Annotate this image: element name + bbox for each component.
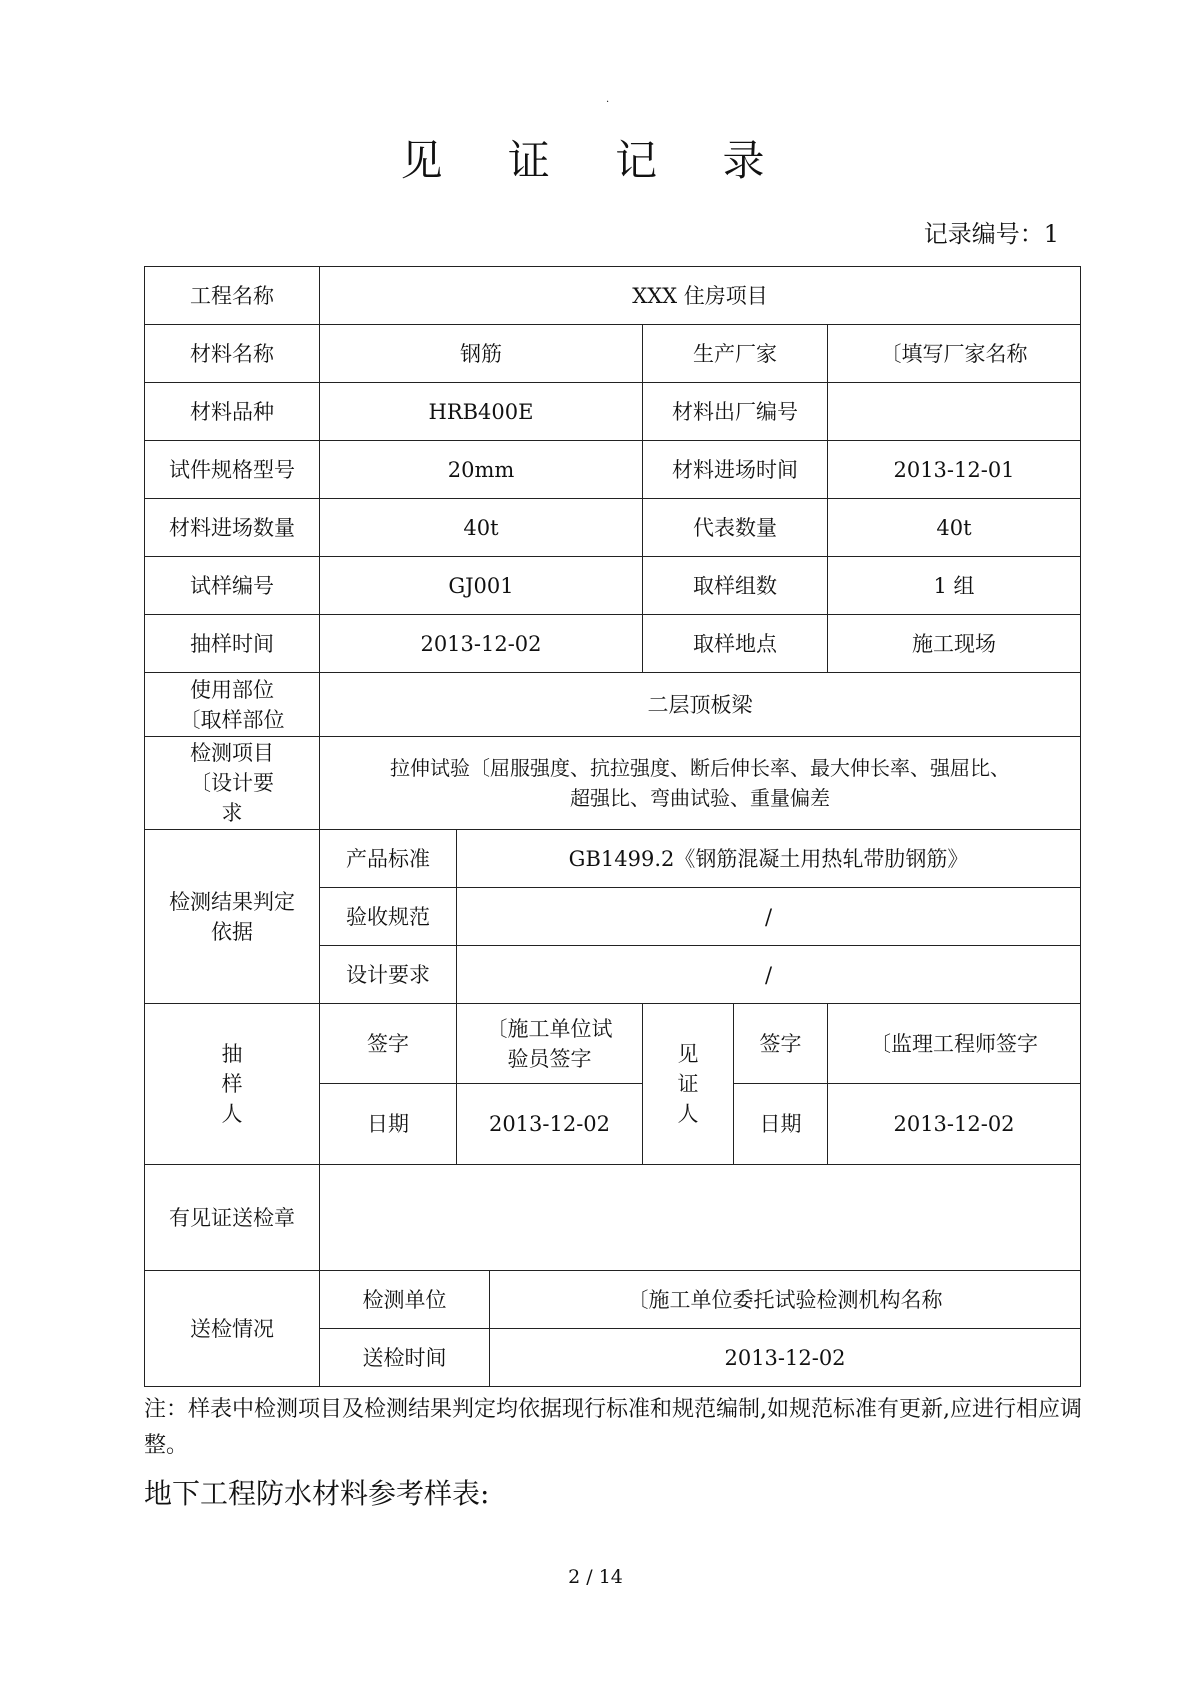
test-items-label-line: 求 [221, 801, 243, 825]
sampling-place-value: 施工现场 [828, 615, 1081, 673]
entry-time-value: 2013-12-01 [828, 441, 1081, 499]
row-usage-part [145, 673, 1081, 737]
sampling-time-value: 2013-12-02 [320, 615, 643, 673]
witness-sign-value: 〔监理工程师签字 [828, 1004, 1081, 1084]
design-requirement-label: 设计要求 [320, 946, 457, 1004]
judgment-basis-label-line: 检测结果判定 [169, 889, 295, 914]
sampler-sign-value-line: 〔施工单位试 [486, 1016, 613, 1041]
seal-value [320, 1165, 1081, 1271]
judgment-basis-label [145, 830, 320, 1004]
project-name-label: 工程名称 [145, 267, 320, 325]
sample-groups-label: 取样组数 [643, 557, 828, 615]
row-sampling-time [145, 615, 1081, 673]
material-name-label: 材料名称 [145, 325, 320, 383]
row-test-unit [145, 1271, 1081, 1329]
sampler-label [145, 1004, 320, 1165]
row-signatures [145, 1004, 1081, 1084]
section-subheading: 地下工程防水材料参考样表: [144, 1477, 490, 1510]
test-items-value [320, 737, 1081, 830]
material-variety-label: 材料品种 [145, 383, 320, 441]
witness-record-table [144, 266, 1081, 1387]
acceptance-label: 验收规范 [320, 888, 457, 946]
project-name-value: XXX 住房项目 [320, 267, 1081, 325]
row-entry-qty [145, 499, 1081, 557]
row-project-name [145, 267, 1081, 325]
usage-part-label [145, 673, 320, 737]
page-indicator: 2 / 14 [568, 1566, 623, 1588]
test-unit-value: 〔施工单位委托试验检测机构名称 [490, 1271, 1081, 1329]
sampling-place-label: 取样地点 [643, 615, 828, 673]
row-material-name [145, 325, 1081, 383]
rep-qty-value: 40t [828, 499, 1081, 557]
acceptance-value: / [457, 888, 1081, 946]
sample-groups-value: 1 组 [828, 557, 1081, 615]
usage-part-label-line: 〔取样部位 [179, 707, 285, 732]
test-unit-label: 检测单位 [320, 1271, 490, 1329]
sampler-date-value: 2013-12-02 [457, 1084, 643, 1165]
row-material-variety [145, 383, 1081, 441]
entry-qty-value: 40t [320, 499, 643, 557]
sample-no-label: 试样编号 [145, 557, 320, 615]
page-title: 见 证 记 录 [400, 136, 791, 185]
witness-label-char: 人 [677, 1102, 699, 1126]
row-spec [145, 441, 1081, 499]
witness-sign-label: 签字 [734, 1004, 828, 1084]
manufacturer-value: 〔填写厂家名称 [828, 325, 1081, 383]
design-requirement-value: / [457, 946, 1081, 1004]
entry-time-label: 材料进场时间 [643, 441, 828, 499]
header-dot: . [606, 94, 610, 105]
test-items-label [145, 737, 320, 830]
test-items-label-line: 〔设计要 [190, 771, 274, 795]
witness-date-value: 2013-12-02 [828, 1084, 1081, 1165]
row-product-standard [145, 830, 1081, 888]
sampler-label-char: 人 [221, 1102, 243, 1126]
sampler-sign-value [457, 1004, 643, 1084]
row-seal [145, 1165, 1081, 1271]
seal-label: 有见证送检章 [145, 1165, 320, 1271]
witness-label [643, 1004, 734, 1165]
submit-time-value: 2013-12-02 [490, 1329, 1081, 1387]
test-items-value-line: 超强比、弯曲试验、重量偏差 [570, 786, 831, 810]
sampler-sign-value-line: 验员签字 [507, 1046, 592, 1071]
material-variety-value: HRB400E [320, 383, 643, 441]
rep-qty-label: 代表数量 [643, 499, 828, 557]
judgment-basis-label-line: 依据 [211, 919, 253, 944]
row-test-items [145, 737, 1081, 830]
material-name-value: 钢筋 [320, 325, 643, 383]
sampler-label-char: 抽 [221, 1042, 243, 1066]
test-items-value-line: 拉伸试验〔屈服强度、抗拉强度、断后伸长率、最大伸长率、强屈比、 [390, 756, 1011, 780]
sampling-time-label: 抽样时间 [145, 615, 320, 673]
usage-part-value: 二层顶板梁 [320, 673, 1081, 737]
spec-value: 20mm [320, 441, 643, 499]
witness-label-char: 证 [677, 1072, 699, 1096]
sampler-sign-label: 签字 [320, 1004, 457, 1084]
usage-part-label-line: 使用部位 [190, 677, 274, 702]
record-number [924, 214, 1059, 249]
factory-no-value [828, 383, 1081, 441]
submission-label: 送检情况 [145, 1271, 320, 1387]
spec-label: 试件规格型号 [145, 441, 320, 499]
factory-no-label: 材料出厂编号 [643, 383, 828, 441]
submit-time-label: 送检时间 [320, 1329, 490, 1387]
product-standard-label: 产品标准 [320, 830, 457, 888]
witness-label-char: 见 [677, 1042, 699, 1066]
product-standard-value: GB1499.2《钢筋混凝土用热轧带肋钢筋》 [457, 830, 1081, 888]
witness-date-label: 日期 [734, 1084, 828, 1165]
sampler-date-label: 日期 [320, 1084, 457, 1165]
record-number-label: 记录编号： [923, 220, 1044, 248]
sample-no-value: GJ001 [320, 557, 643, 615]
row-sample-no [145, 557, 1081, 615]
sampler-label-char: 样 [221, 1072, 243, 1096]
record-number-value: 1 [1043, 220, 1059, 248]
test-items-label-line: 检测项目 [190, 741, 274, 765]
manufacturer-label: 生产厂家 [643, 325, 828, 383]
footnote: 注：样表中检测项目及检测结果判定均依据现行标准和规范编制,如规范标准有更新,应进行相应调整。 [144, 1397, 1082, 1458]
entry-qty-label: 材料进场数量 [145, 499, 320, 557]
